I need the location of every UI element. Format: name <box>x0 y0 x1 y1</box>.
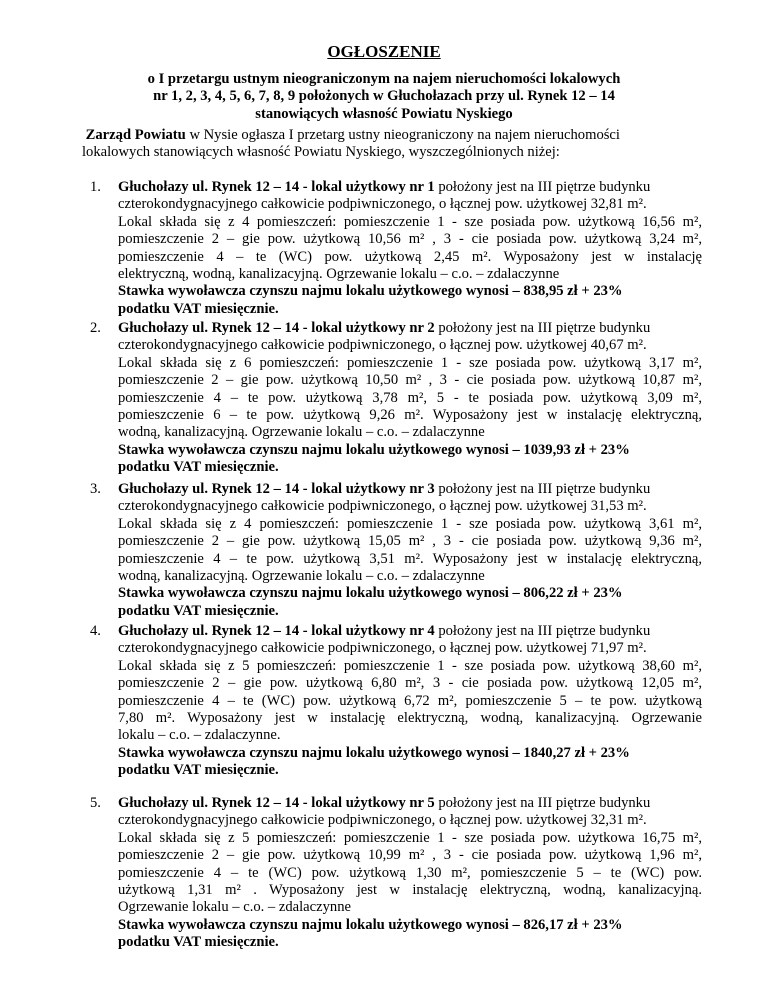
item-line: pomieszczenie 4 – te (WC) pow. użytkową 1,30 m², pomieszczenie 5 – te (WC) pow. <box>118 864 702 881</box>
item-rate: podatku VAT miesięcznie. <box>118 762 279 779</box>
item-line: wodną, kanalizacyjną. Ogrzewanie lokalu – c.o. – zdalaczynne <box>118 568 485 585</box>
item-line: czterokondygnacyjnego całkowicie podpiwniczonego, o łącznej pow. użytkowej 31,53 m². <box>118 498 647 515</box>
list-item <box>90 623 702 780</box>
item-line: elektryczną, wodną, kanalizacyjną. Ogrzewanie lokalu – c.o. – zdalaczynne <box>118 266 560 283</box>
item-line: pomieszczenie 2 – gie pow. użytkową 6,80 m², 3 - cie posiada pow. użytkową 12,05 m², <box>118 675 702 692</box>
list-item <box>90 795 702 952</box>
item-line: pomieszczenie 2 – gie pow. użytkową 10,56 m² , 3 - cie posiada pow. użytkową 3,24 m², <box>118 231 702 248</box>
intro-paragraph <box>82 127 702 162</box>
intro-text: w Nysie ogłasza I przetarg ustny nieograniczony na najem nieruchomości <box>185 127 620 143</box>
item-rate: podatku VAT miesięcznie. <box>118 934 279 951</box>
item-heading: Głuchołazy ul. Rynek 12 – 14 - lokal użytkowy nr 4 <box>118 623 435 639</box>
subtitle-line: nr 1, 2, 3, 4, 5, 6, 7, 8, 9 położonych w Głuchołazach przy ul. Rynek 12 – 14 <box>153 88 615 105</box>
item-line: pomieszczenie 4 – te (WC) pow. użytkową 2,45 m². Wyposażony jest w instalację <box>118 248 702 265</box>
item-rate: Stawka wywoławcza czynszu najmu lokalu użytkowego wynosi – 1039,93 zł + 23% <box>118 441 630 458</box>
item-line: czterokondygnacyjnego całkowicie podpiwniczonego, o łącznej pow. użytkowej 32,81 m². <box>118 196 647 213</box>
item-line: Lokal składa się z 4 pomieszczeń: pomieszczenie 1 - sze posiada pow. użytkową 3,61 m², <box>118 515 702 532</box>
item-line: czterokondygnacyjnego całkowicie podpiwniczonego, o łącznej pow. użytkowej 32,31 m². <box>118 812 647 829</box>
item-body <box>118 179 702 318</box>
item-heading-rest: położony jest na III piętrze budynku <box>434 320 651 336</box>
item-line: pomieszczenie 2 – gie pow. użytkową 15,05 m² , 3 - cie posiada pow. użytkową 9,36 m², <box>118 533 702 550</box>
item-line: pomieszczenie 2 – gie pow. użytkową 10,50 m² , 3 - cie posiada pow. użytkową 10,87 m², <box>118 372 702 389</box>
item-line: pomieszczenie 4 – te pow. użytkową 3,51 m². Wyposażony jest w instalację elektryczną, <box>118 550 702 567</box>
item-number: 5. <box>90 795 101 811</box>
item-line: Lokal składa się z 6 pomieszczeń: pomieszczenie 1 - sze posiada pow. użytkową 3,17 m², <box>118 354 702 371</box>
item-line: wodną, kanalizacyjną. Ogrzewanie lokalu – c.o. – zdalaczynne <box>118 424 485 441</box>
item-rate: Stawka wywoławcza czynszu najmu lokalu użytkowego wynosi – 1840,27 zł + 23% <box>118 744 630 761</box>
item-heading-rest: położony jest na III piętrze budynku <box>434 795 651 811</box>
item-line: 7,80 m². Wyposażony jest w instalację elektryczną, wodną, kanalizacyjną. Ogrzewanie <box>118 710 702 727</box>
item-line: Lokal składa się z 4 pomieszczeń: pomieszczenie 1 - sze posiada pow. użytkową 16,56 m², <box>118 213 702 230</box>
item-line: Lokal składa się z 5 pomieszczeń: pomieszczenie 1 - sze posiada pow. użytkowa 16,75 m², <box>118 829 702 846</box>
item-line: pomieszczenie 4 – te pow. użytkową 3,78 m², 5 - te posiada pow. użytkową 3,09 m², <box>118 389 702 406</box>
item-body <box>118 623 702 780</box>
item-heading-rest: położony jest na III piętrze budynku <box>434 179 651 195</box>
item-body <box>118 320 702 477</box>
item-line: czterokondygnacyjnego całkowicie podpiwniczonego, o łącznej pow. użytkowej 40,67 m². <box>118 337 647 354</box>
item-heading: Głuchołazy ul. Rynek 12 – 14 - lokal użytkowy nr 3 <box>118 481 435 497</box>
item-rate: Stawka wywoławcza czynszu najmu lokalu użytkowego wynosi – 806,22 zł + 23% <box>118 585 623 602</box>
item-rate: Stawka wywoławcza czynszu najmu lokalu użytkowego wynosi – 826,17 zł + 23% <box>118 916 623 933</box>
list-item <box>90 481 702 620</box>
item-heading: Głuchołazy ul. Rynek 12 – 14 - lokal użytkowy nr 2 <box>118 320 435 336</box>
document-title: OGŁOSZENIE <box>327 42 441 61</box>
item-line: pomieszczenie 4 – te (WC) pow. użytkową 6,72 m², pomieszczenie 5 – te pow. użytkową <box>118 692 702 709</box>
item-number: 2. <box>90 320 101 336</box>
item-rate: podatku VAT miesięcznie. <box>118 300 279 317</box>
item-body <box>118 795 702 952</box>
item-line: Lokal składa się z 5 pomieszczeń: pomieszczenie 1 - sze posiada pow. użytkową 38,60 m², <box>118 657 702 674</box>
item-heading: Głuchołazy ul. Rynek 12 – 14 - lokal użytkowy nr 1 <box>118 179 435 195</box>
list-item <box>90 320 702 477</box>
item-rate: podatku VAT miesięcznie. <box>118 602 279 619</box>
subtitle-line: stanowiących własność Powiatu Nyskiego <box>255 105 513 122</box>
item-line: użytkową 1,31 m² . Wyposażony jest w instalację elektryczną, wodną, kanalizacyjną. <box>118 882 702 899</box>
item-number: 3. <box>90 481 101 497</box>
item-heading-rest: położony jest na III piętrze budynku <box>434 623 651 639</box>
item-heading-rest: położony jest na III piętrze budynku <box>434 481 651 497</box>
list-item <box>90 179 702 318</box>
item-number: 1. <box>90 179 101 195</box>
item-line: pomieszczenie 6 – te pow. użytkową 9,26 m². Wyposażony jest w instalację elektryczną, <box>118 407 702 424</box>
item-line: lokalu – c.o. – zdalaczynne. <box>118 727 281 744</box>
item-rate: Stawka wywoławcza czynszu najmu lokalu użytkowego wynosi – 838,95 zł + 23% <box>118 283 623 300</box>
item-body <box>118 481 702 620</box>
item-line: pomieszczenie 2 – gie pow. użytkową 10,99 m² , 3 - cie posiada pow. użytkową 1,96 m², <box>118 847 702 864</box>
intro-text: lokalowych stanowiących własność Powiatu Nyskiego, wyszczególnionych niżej: <box>82 144 560 161</box>
item-line: czterokondygnacyjnego całkowicie podpiwniczonego, o łącznej pow. użytkowej 71,97 m². <box>118 640 647 657</box>
item-rate: podatku VAT miesięcznie. <box>118 459 279 476</box>
item-number: 4. <box>90 623 101 639</box>
item-line: Ogrzewanie lokalu – c.o. – zdalaczynne <box>118 899 351 916</box>
document-subtitle <box>0 71 768 123</box>
item-heading: Głuchołazy ul. Rynek 12 – 14 - lokal użytkowy nr 5 <box>118 795 435 811</box>
intro-organization: Zarząd Powiatu <box>85 127 186 143</box>
subtitle-line: o I przetargu ustnym nieograniczonym na najem nieruchomości lokalowych <box>147 71 621 87</box>
